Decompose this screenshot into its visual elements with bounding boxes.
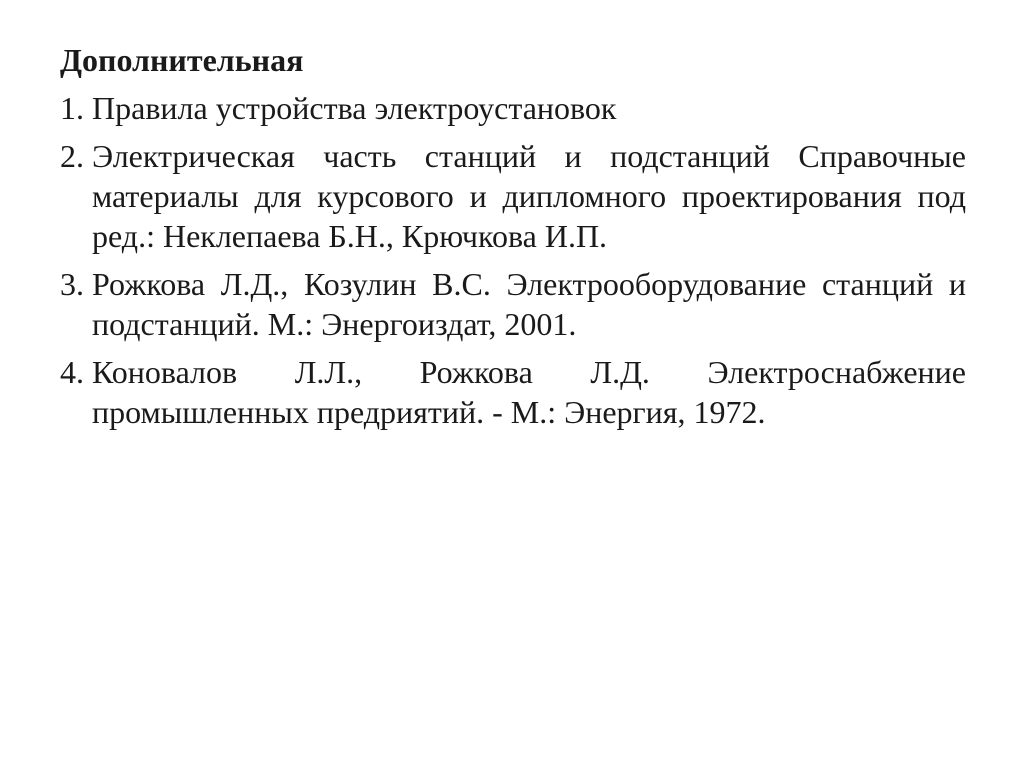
reference-item: [60, 352, 966, 432]
reference-item: [60, 88, 966, 128]
reference-text: Электрическая часть станций и подстанций Справочные материалы для курсового и дипломного проектирования под ред.: Неклепаева Б.Н., Крючкова И.П.: [92, 138, 966, 254]
reference-number: 3.: [60, 266, 92, 302]
reference-text: Правила устройства электроустановок: [92, 90, 617, 126]
reference-text: Коновалов Л.Л., Рожкова Л.Д. Электроснабжение промышленных предриятий. - М.: Энергия, 1972.: [92, 354, 966, 430]
reference-number: 2.: [60, 138, 92, 174]
reference-number: 4.: [60, 354, 92, 390]
section-heading: Дополнительная: [60, 42, 304, 78]
slide-content: [60, 38, 966, 440]
reference-text: Рожкова Л.Д., Козулин В.С. Электрооборудование станций и подстанций. М.: Энергоиздат, 2001.: [92, 266, 966, 342]
reference-item: [60, 264, 966, 344]
reference-item: [60, 136, 966, 256]
reference-number: 1.: [60, 90, 92, 126]
reference-list: [60, 88, 966, 432]
